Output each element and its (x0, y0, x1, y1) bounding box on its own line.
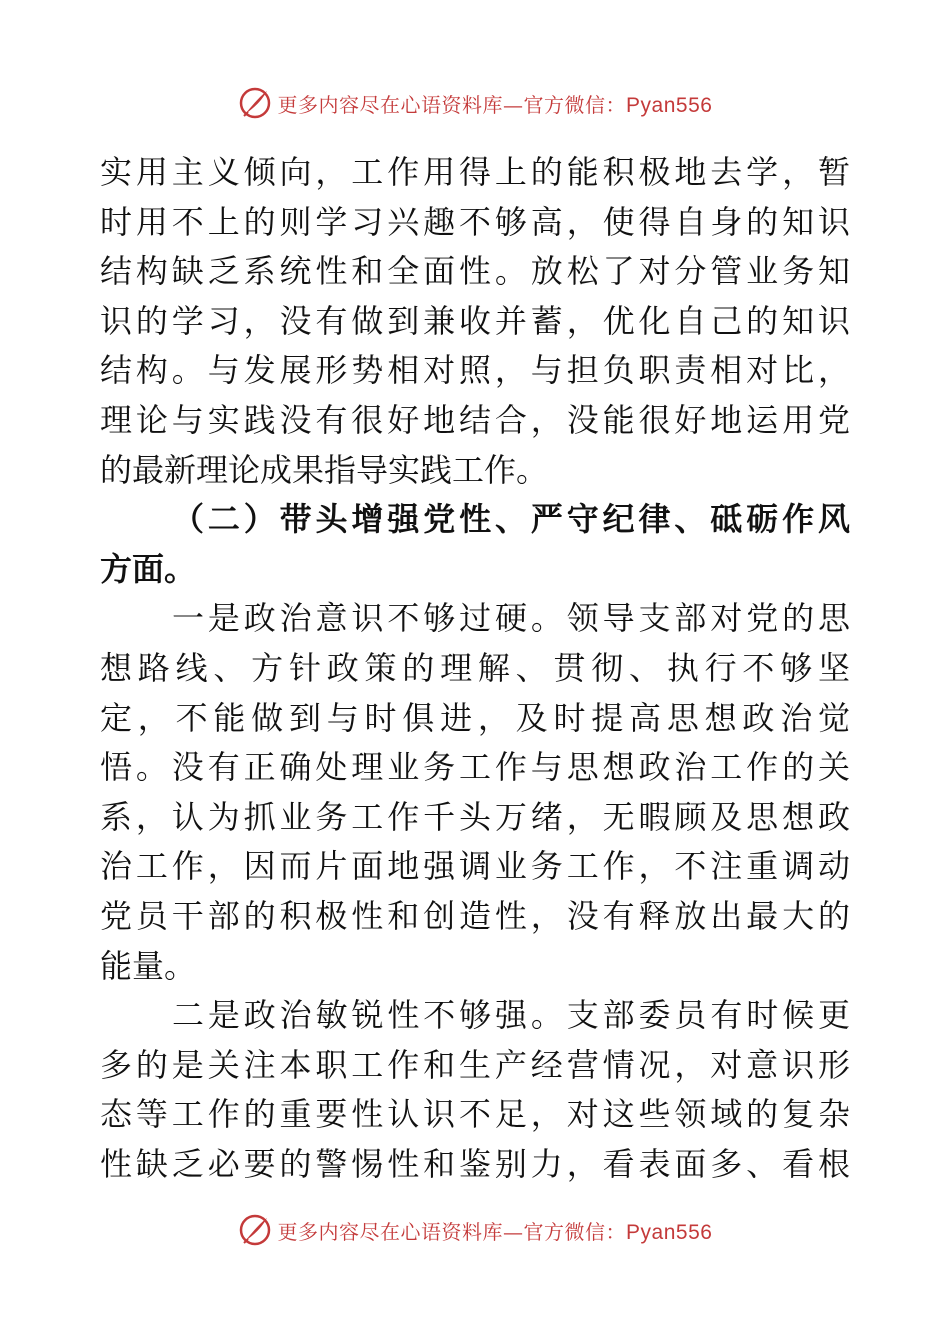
footer-watermark (0, 1210, 950, 1250)
body-text-line: 一是政治意识不够过硬。领导支部对党的思 (172, 599, 850, 638)
quill-logo-icon (238, 86, 272, 120)
watermark-label: 更多内容尽在心语资料库—官方微信： (277, 92, 627, 117)
watermark-label: 更多内容尽在心语资料库—官方微信： (277, 1219, 627, 1244)
body-text-line: 定，不能做到与时俱进，及时提高思想政治觉 (100, 698, 850, 737)
body-text-line: 系，认为抓业务工作千头万绪，无暇顾及思想政 (100, 797, 850, 836)
body-text-line: 治工作，因而片面地强调业务工作，不注重调动 (100, 847, 850, 886)
body-text-line: 结构。与发展形势相对照，与担负职责相对比， (100, 351, 850, 390)
header-watermark (0, 83, 950, 123)
body-text-line: 的最新理论成果指导实践工作。 (100, 450, 549, 489)
section-heading-line: （二）带头增强党性、严守纪律、砥砺作风 (172, 500, 850, 539)
body-text-line: 党员干部的积极性和创造性，没有释放出最大的 (100, 896, 850, 935)
body-text-line: 悟。没有正确处理业务工作与思想政治工作的关 (100, 748, 850, 787)
body-text-line: 性缺乏必要的警惕性和鉴别力，看表面多、看根 (100, 1144, 850, 1183)
watermark-id: Pyan556 (626, 1220, 713, 1244)
section-heading-line: 方面。 (100, 549, 197, 588)
document-body (100, 148, 850, 1189)
body-text-line: 能量。 (100, 946, 197, 985)
body-text-line: 二是政治敏锐性不够强。支部委员有时候更 (172, 996, 850, 1035)
body-text-line: 实用主义倾向，工作用得上的能积极地去学，暂 (100, 153, 850, 191)
watermark-text (278, 1216, 713, 1245)
body-text-line: 识的学习，没有做到兼收并蓄，优化自己的知识 (100, 301, 850, 340)
quill-logo-icon (238, 1213, 272, 1247)
body-text-line: 想路线、方针政策的理解、贯彻、执行不够坚 (100, 648, 850, 687)
body-text-line: 态等工作的重要性认识不足，对这些领域的复杂 (100, 1095, 850, 1134)
body-text-line: 理论与实践没有很好地结合，没能很好地运用党 (100, 400, 850, 439)
body-text-line: 结构缺乏系统性和全面性。放松了对分管业务知 (100, 252, 850, 291)
watermark-text (278, 89, 713, 118)
body-text-line: 时用不上的则学习兴趣不够高，使得自身的知识 (100, 202, 850, 241)
watermark-id: Pyan556 (626, 93, 713, 117)
body-text-line: 多的是关注本职工作和生产经营情况，对意识形 (100, 1045, 850, 1084)
